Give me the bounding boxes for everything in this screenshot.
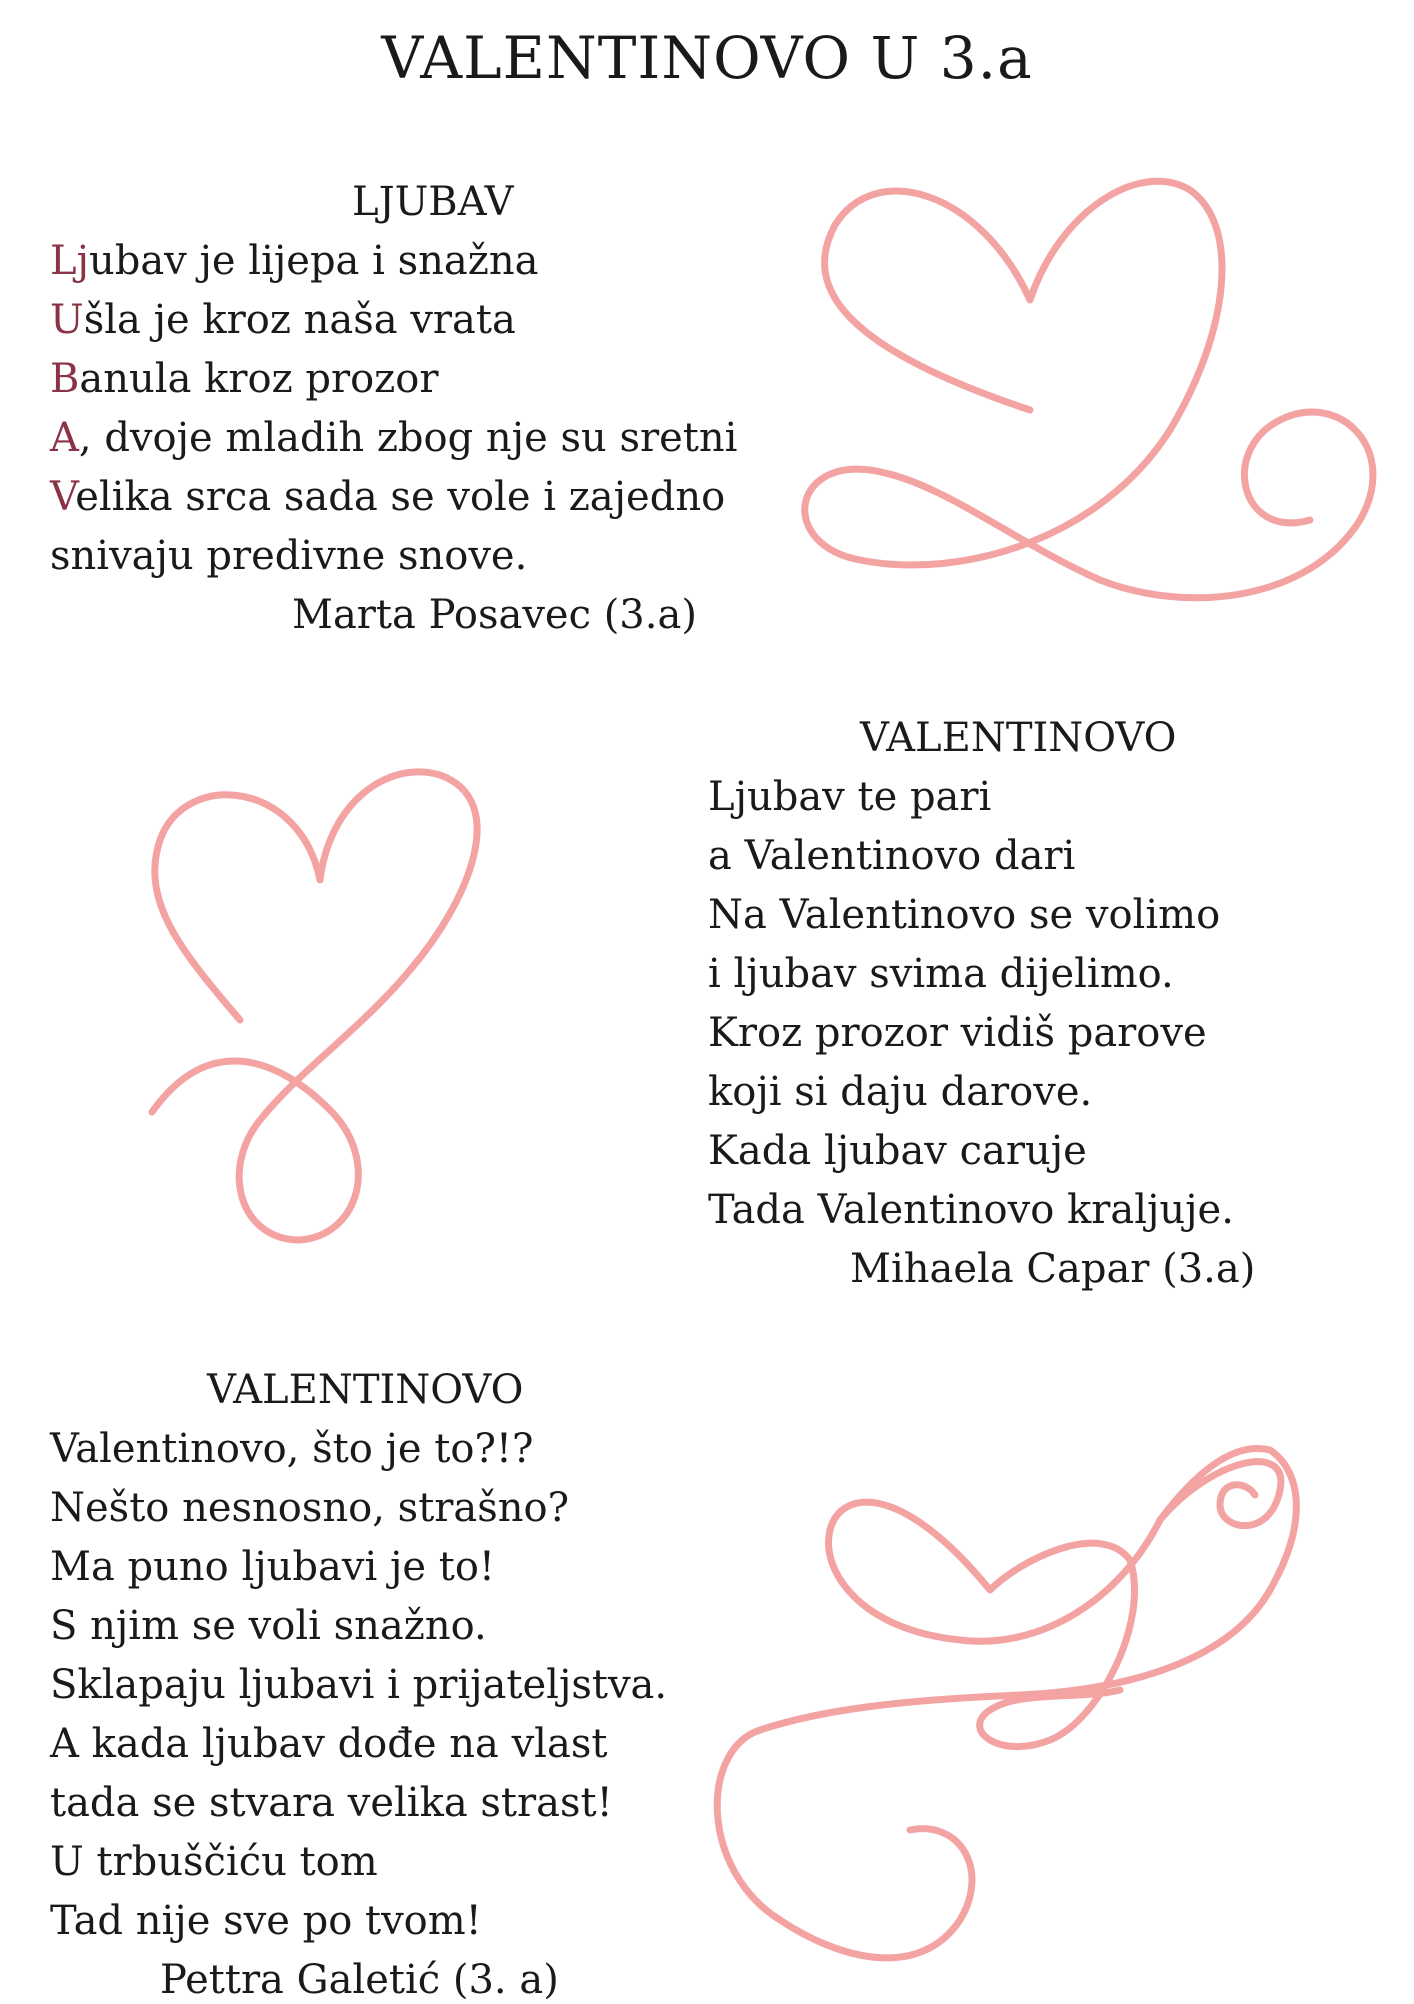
poem-line: Valentinovo, što je to?!? (50, 1426, 534, 1472)
acrostic-letter: A (50, 415, 79, 461)
poem-line: Na Valentinovo se volimo (708, 892, 1221, 938)
acrostic-letter: U (50, 297, 84, 343)
line-text: ubav je lijepa i snažna (88, 238, 539, 284)
poem-line: koji si daju darove. (708, 1069, 1093, 1115)
poem-author: Pettra Galetić (3. a) (160, 1957, 559, 2003)
poem-line: Tad nije sve po tvom! (50, 1898, 482, 1944)
poem-author: Marta Posavec (3.a) (292, 592, 697, 638)
poem-title: VALENTINOVO (207, 1367, 524, 1413)
poem-line: Ma puno ljubavi je to! (50, 1544, 495, 1590)
line-text: , dvoje mladih zbog nje su sretni (78, 415, 738, 461)
poem-author: Mihaela Capar (3.a) (850, 1246, 1256, 1292)
poem-line: S njim se voli snažno. (50, 1603, 487, 1649)
poem-line: Kroz prozor vidiš parove (708, 1010, 1207, 1056)
line-text: elika srca sada se vole i zajedno (75, 474, 726, 520)
poem-line: Tada Valentinovo kraljuje. (708, 1187, 1234, 1233)
poem-line: Sklapaju ljubavi i prijateljstva. (50, 1662, 668, 1708)
poem-line: U trbuščiću tom (50, 1839, 378, 1885)
acrostic-letter: V (50, 474, 76, 520)
poem-title: VALENTINOVO (860, 715, 1177, 761)
poem-line: a Valentinovo dari (708, 833, 1076, 879)
poem-line: i ljubav svima dijelimo. (708, 951, 1174, 997)
line-text: snivaju predivne snove. (50, 533, 528, 579)
poem-line: Nešto nesnosno, strašno? (50, 1485, 570, 1531)
poem-line: tada se stvara velika strast! (50, 1780, 613, 1826)
page-title: VALENTINOVO U 3.a (381, 24, 1033, 92)
line-text: anula kroz prozor (79, 356, 439, 402)
acrostic-letter: B (50, 356, 80, 402)
poem-line: Ljubav te pari (708, 774, 992, 820)
acrostic-letter: Lj (50, 238, 89, 284)
poem-line: Kada ljubav caruje (708, 1128, 1087, 1174)
line-text: šla je kroz naša vrata (83, 297, 516, 343)
poem-line: A kada ljubav dođe na vlast (50, 1721, 608, 1767)
poem-title: LJUBAV (352, 179, 514, 225)
